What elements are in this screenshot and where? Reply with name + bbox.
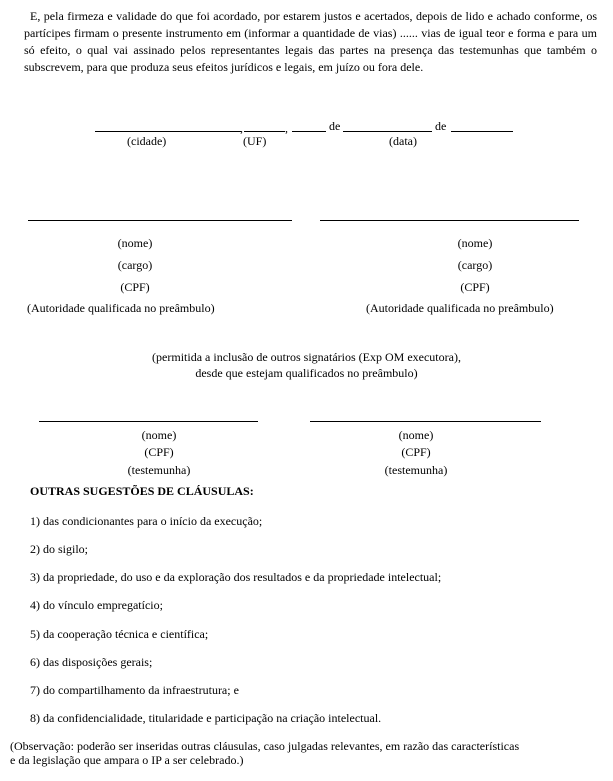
other-signatories-note-line1: (permitida a inclusão de outros signatários (Exp OM executora), — [152, 350, 461, 364]
intro-paragraph: E, pela firmeza e validade do que foi acordado, por estarem justos e acertados, depois de lido e achado conforme, os partícipes firmam o presente instrumento em (informar a quantidade de vias) ...... vias de igual teor e forma e para um só efeito, o qual vai assinado pelos representantes legais das partes na presença das testemunhas que também o subscrevem, para que produza seus efeitos jurídicos e legais, em juízo ou fora dele. — [24, 9, 597, 74]
comma-after-city: , — [240, 121, 243, 135]
witness-cpf: (CPF) — [144, 445, 174, 459]
clause-item: 5) da cooperação técnica e científica; — [30, 627, 209, 641]
observation-line2: e da legislação que ampara o IP a ser celebrado.) — [10, 753, 244, 767]
signatory-name: (nome) — [117, 236, 153, 250]
witness-name: (nome) — [398, 428, 434, 442]
uf-caption: (UF) — [243, 134, 267, 148]
observation-line1: (Observação: poderão ser inseridas outras cláusulas, caso julgadas relevantes, em razão das características — [10, 739, 520, 753]
other-signatories-note-line2: desde que estejam qualificados no preâmbulo) — [195, 366, 418, 380]
signatory-role: (cargo) — [117, 258, 153, 272]
day-line — [292, 131, 326, 132]
signatory-qualification: (Autoridade qualificada no preâmbulo) — [27, 301, 215, 315]
clause-item: 8) da confidencialidade, titularidade e participação na criação intelectual. — [30, 711, 382, 725]
month-line — [343, 131, 432, 132]
city-line — [95, 131, 241, 132]
signature-line — [320, 220, 579, 221]
clause-item: 2) do sigilo; — [30, 542, 89, 556]
de-label-1: de — [329, 119, 341, 133]
de-label-2: de — [435, 119, 447, 133]
witness-cpf: (CPF) — [401, 445, 431, 459]
witness-role: (testemunha) — [127, 463, 191, 477]
clause-item: 3) da propriedade, do uso e da exploração dos resultados e da propriedade intelectual; — [30, 570, 442, 584]
signature-line — [310, 421, 541, 422]
clause-item: 6) das disposições gerais; — [30, 655, 153, 669]
clauses-heading: OUTRAS SUGESTÕES DE CLÁUSULAS: — [30, 484, 254, 498]
signature-line — [39, 421, 258, 422]
signatory-cpf: (CPF) — [120, 280, 150, 294]
city-caption: (cidade) — [127, 134, 167, 148]
signatory-name: (nome) — [457, 236, 493, 250]
signatory-role: (cargo) — [457, 258, 493, 272]
witness-role: (testemunha) — [384, 463, 448, 477]
witness-name: (nome) — [141, 428, 177, 442]
signatory-qualification: (Autoridade qualificada no preâmbulo) — [366, 301, 554, 315]
year-line — [451, 131, 513, 132]
clause-item: 4) do vínculo empregatício; — [30, 598, 163, 612]
clause-item: 7) do compartilhamento da infraestrutura; e — [30, 683, 239, 697]
clause-item: 1) das condicionantes para o início da execução; — [30, 514, 263, 528]
uf-line — [244, 131, 285, 132]
signatory-cpf: (CPF) — [460, 280, 490, 294]
comma-after-uf: , — [285, 121, 288, 135]
date-caption: (data) — [389, 134, 417, 148]
signature-line — [28, 220, 292, 221]
